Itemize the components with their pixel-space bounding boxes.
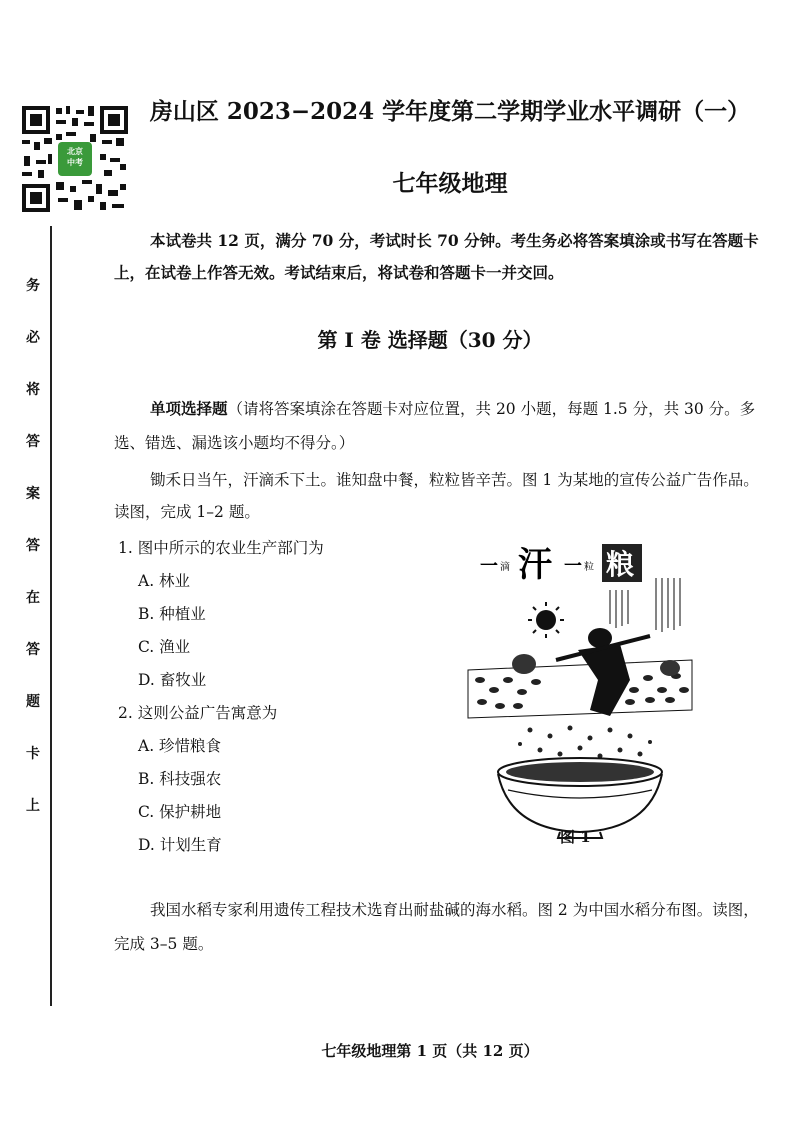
- side-char: 答: [26, 538, 40, 554]
- side-char: 必: [26, 330, 40, 346]
- question-2-option-a: A. 珍惜粮食: [138, 737, 222, 755]
- question-2-option-d: D. 计划生育: [138, 836, 222, 854]
- instructions-label: 单项选择题: [150, 399, 228, 418]
- question-1-option-a: A. 林业: [138, 572, 191, 590]
- side-char: 在: [26, 590, 40, 606]
- question-1-stem: 1. 图中所示的农业生产部门为: [118, 539, 324, 557]
- instructions: [114, 392, 764, 460]
- exam-intro: 本试卷共 12 页，满分 70 分，考试时长 70 分钟。考生务必将答案填涂或书写在答题卡上，在试卷上作答无效。考试结束后，将试卷和答题卡一并交回。: [114, 231, 759, 282]
- banner-char: 一: [564, 556, 582, 577]
- question-2-stem: 2. 这则公益广告寓意为: [118, 704, 278, 722]
- banner-char: 粮: [606, 548, 635, 581]
- side-char: 案: [26, 486, 40, 502]
- qr-badge-line2: 中考: [67, 158, 83, 167]
- section-title: 第 I 卷 选择题（30 分）: [317, 328, 543, 352]
- side-char: 卡: [26, 746, 40, 762]
- binding-line: [50, 226, 52, 1006]
- question-2-option-c: C. 保护耕地: [138, 803, 222, 821]
- qr-badge-line1: 北京: [67, 147, 83, 156]
- banner-char: 粒: [584, 562, 594, 573]
- page-footer: 七年级地理第 1 页（共 12 页）: [321, 1042, 539, 1060]
- banner-char: 汗: [518, 545, 552, 585]
- exam-title: 房山区 2023−2024 学年度第二学期学业水平调研（一）: [149, 98, 751, 125]
- question-1-option-d: D. 畜牧业: [138, 671, 207, 689]
- side-char: 上: [26, 798, 40, 814]
- question-1-option-b: B. 种植业: [138, 605, 206, 623]
- side-char: 答: [26, 642, 40, 658]
- figure-1-illustration: [460, 540, 700, 840]
- instructions-text: （请将答案填涂在答题卡对应位置，共 20 小题，每题 1.5 分，共 30 分。多选、错选、漏选该小题均不得分。）: [114, 400, 756, 452]
- side-char: 答: [26, 434, 40, 450]
- question-1-option-c: C. 渔业: [138, 638, 191, 656]
- question-2-option-b: B. 科技强农: [138, 770, 222, 788]
- side-notice: [22, 276, 44, 848]
- exam-subtitle: 七年级地理: [392, 170, 508, 197]
- figure-1-caption: 图 1: [560, 828, 591, 846]
- side-char: 题: [26, 694, 40, 710]
- side-char: 将: [26, 382, 40, 398]
- banner-char: 滴: [500, 562, 510, 573]
- qr-badge-text: [58, 146, 92, 168]
- banner-char: 一: [480, 556, 498, 577]
- material-2: 我国水稻专家利用遗传工程技术选育出耐盐碱的海水稻。图 2 为中国水稻分布图。读图，完成 3–5 题。: [114, 901, 759, 953]
- material-1: 锄禾日当午，汗滴禾下土。谁知盘中餐，粒粒皆辛苦。图 1 为某地的宣传公益广告作品。读图，完成 1–2 题。: [114, 471, 759, 521]
- side-char: 务: [26, 278, 40, 294]
